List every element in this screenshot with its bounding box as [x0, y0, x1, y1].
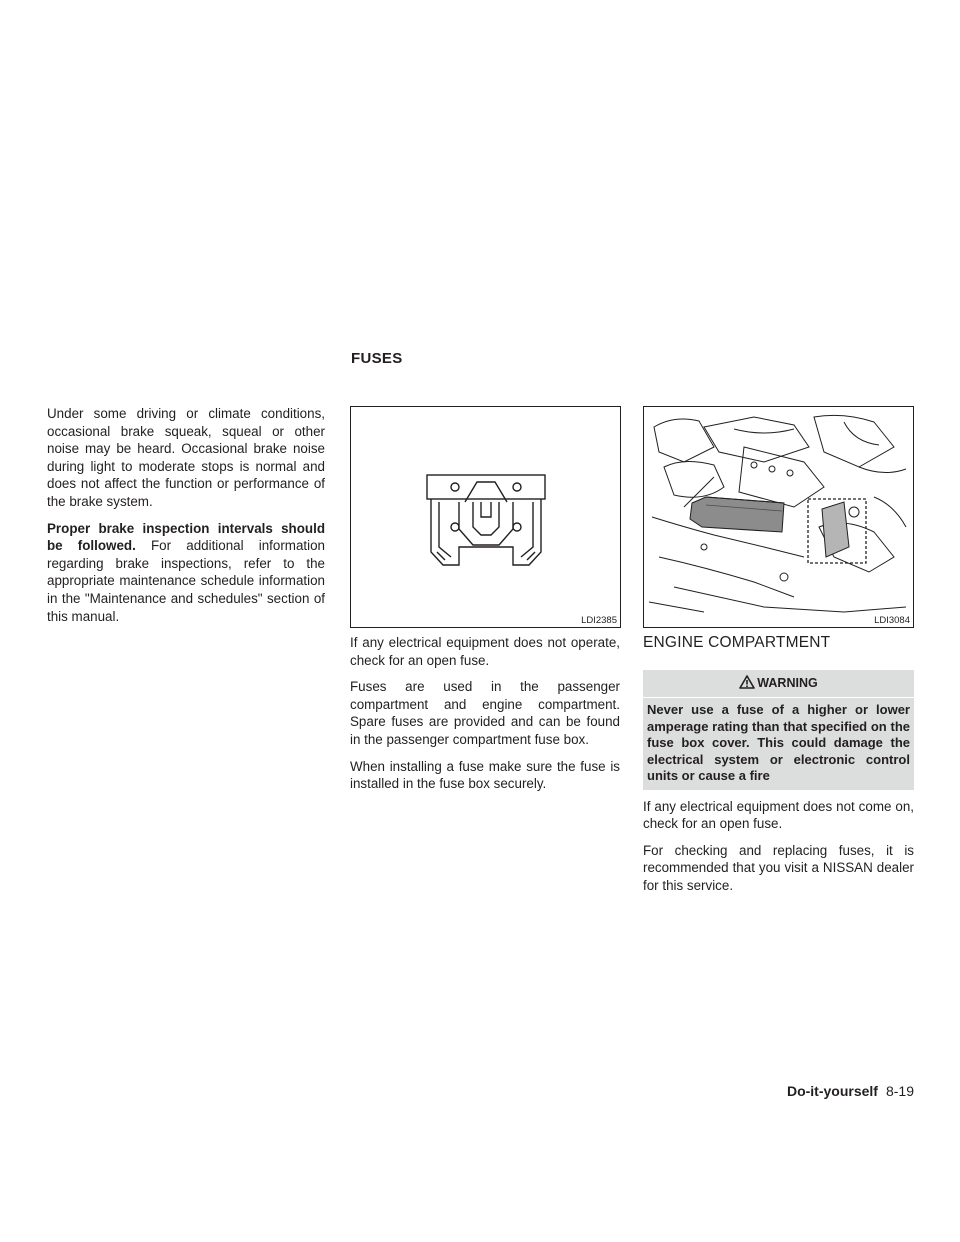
bold-lead: Proper brake inspection intervals should be followed. — [47, 520, 325, 554]
paragraph-brake-noise: Under some driving or climate conditions, occasional brake squeak, squeal or other noise may be heard. Occasional brake noise during light to moderate stops is normal and does not affect the function or performance of the brake system. — [47, 406, 325, 509]
fuse-illustration — [351, 407, 620, 627]
warning-text: Never use a fuse of a higher or lower amperage rating than that specified on the fuse box cover. This could damage the electrical system or electronic control units or cause a fire — [643, 697, 914, 790]
chapter-name: Do-it-yourself — [786, 1083, 878, 1099]
warning-box — [643, 670, 914, 790]
page-footer — [787, 1083, 914, 1099]
figure-code: LDI2385 — [581, 615, 617, 626]
paragraph-fuse-locations: Fuses are used in the passenger compartment and engine compartment. Spare fuses are provided and can be found in the passenger compartment fuse box. — [350, 679, 620, 747]
page-number: 8-19 — [885, 1083, 914, 1099]
section-title: FUSES — [351, 350, 403, 367]
paragraph-rest: For additional information regarding brake inspections, refer to the appropriate maintenance schedule information in the "Maintenance and schedules" section of this manual. — [47, 538, 325, 624]
warning-label: WARNING — [757, 676, 818, 690]
warning-triangle-icon — [739, 675, 755, 689]
figure-code: LDI3084 — [874, 615, 910, 626]
engine-compartment-illustration — [644, 407, 913, 627]
paragraph-open-fuse: If any electrical equipment does not operate, check for an open fuse. — [350, 635, 620, 668]
column-fuse-text — [350, 634, 620, 802]
figure-engine-compartment — [643, 406, 914, 628]
paragraph-install-fuse: When installing a fuse make sure the fuse is installed in the fuse box securely. — [350, 758, 620, 792]
engine-compartment-heading: ENGINE COMPARTMENT — [643, 634, 831, 651]
figure-fuse — [350, 406, 621, 628]
paragraph-dealer-service: For checking and replacing fuses, it is recommended that you visit a NISSAN dealer for this service. — [643, 842, 914, 893]
column-engine-compartment — [643, 634, 914, 903]
column-brake-text — [47, 405, 325, 634]
paragraph-check-open-fuse: If any electrical equipment does not come on, check for an open fuse. — [643, 798, 914, 832]
warning-header — [643, 670, 914, 697]
paragraph-brake-inspection — [47, 520, 325, 626]
